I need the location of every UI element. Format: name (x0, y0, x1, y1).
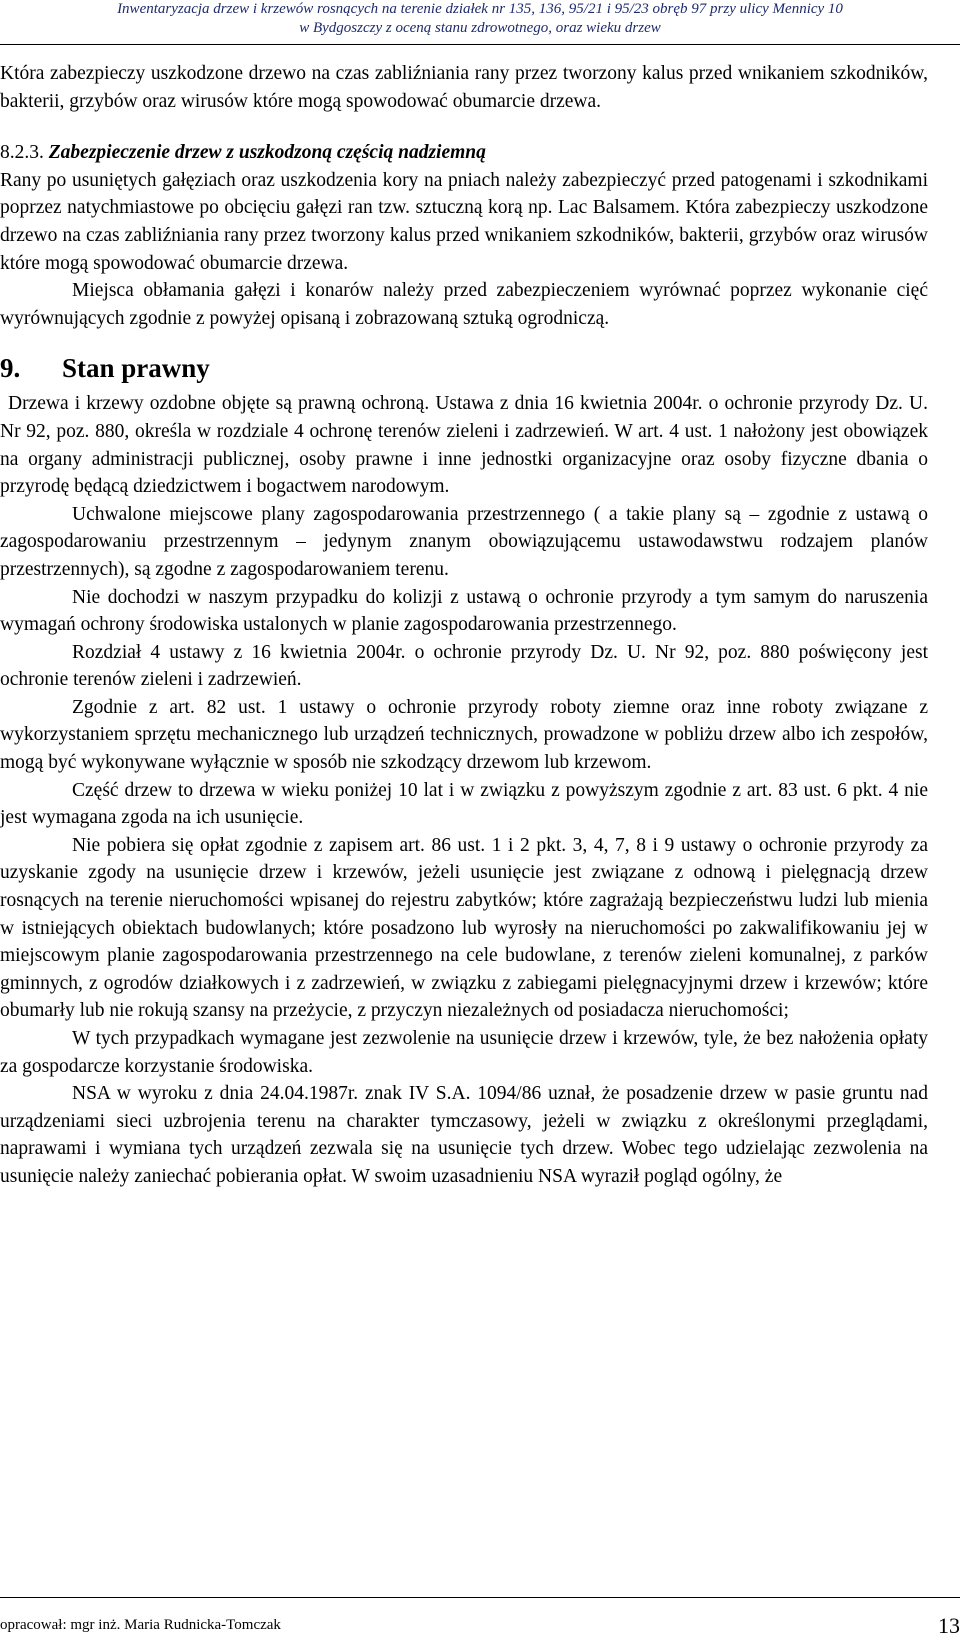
page-footer (0, 1597, 960, 1644)
header-line-1: Inwentaryzacja drzew i krzewów rosnących na terenie działek nr 135, 136, 95/21 i 95/23 obręb 97 przy ulicy Mennicy 10 (117, 1, 843, 17)
paragraph-4: Uchwalone miejscowe plany zagospodarowania przestrzennego ( a takie plany są – zgodnie z ustawą o zagospodarowaniu przestrzennym – jedynym znanym obowiązującemu ustawodawstwu rodzajem planów przestrzennych), są zgodne z zagospodarowaniem terenu. (0, 503, 928, 580)
paragraph-3: Drzewa i krzewy ozdobne objęte są prawną ochroną. Ustawa z dnia 16 kwietnia 2004r. o ochronie przyrody Dz. U. Nr 92, poz. 880, określa w rozdziale 4 ochronę terenów zieleni i zadrzewień. W art. 4 ust. 1 nałożony jest obowiązek na organy administracji publicznej, osoby prawne i inne jednostki organizacyjne oraz osoby fizyczne dbania o przyrodę będącą dziedzictwem i bogactwem narodowym. (0, 393, 928, 498)
section-8-2-3-heading (0, 139, 928, 167)
section-title: Zabezpieczenie drzew z uszkodzoną częścią nadziemną (48, 142, 486, 164)
paragraph-1: Rany po usuniętych gałęziach oraz uszkodzenia kory na pniach należy zabezpieczyć przed patogenami i szkodnikami poprzez natychmiastowe po obcięciu gałęzi ran tzw. sztuczną korą np. Lac Balsamem. Która zabezpieczy uszkodzone drzewo na czas zabliźniania rany przez tworzony kalus przed wnikaniem szkodników, bakterii, grzybów oraz wirusów które mogą spowodować obumarcie drzewa. (0, 169, 928, 274)
intro-paragraph: Która zabezpieczy uszkodzone drzewo na czas zabliźniania rany przez tworzony kalus przed wnikaniem szkodników, bakterii, grzybów oraz wirusów które mogą spowodować obumarcie drzewa. (0, 63, 928, 112)
header-line-2: w Bydgoszczy z oceną stanu zdrowotnego, oraz wieku drzew (299, 20, 661, 36)
paragraph-6: Rozdział 4 ustawy z 16 kwietnia 2004r. o ochronie przyrody Dz. U. Nr 92, poz. 880 poświęcony jest ochronie terenów zieleni i zadrzewień. (0, 641, 928, 691)
paragraph-10: W tych przypadkach wymagane jest zezwolenie na usunięcie drzew i krzewów, tyle, że bez nałożenia opłaty za gospodarcze korzystanie środowiska. (0, 1028, 928, 1077)
page-header (0, 0, 960, 44)
footer-author: opracował: mgr inż. Maria Rudnicka-Tomczak (0, 1617, 281, 1633)
section-number: 9. (0, 353, 21, 384)
document-body (0, 60, 928, 1191)
paragraph-9: Nie pobiera się opłat zgodnie z zapisem art. 86 ust. 1 i 2 pkt. 3, 4, 7, 8 i 9 ustawy o ochronie przyrody za uzyskanie zgody na usunięcie drzew i krzewów, jeżeli usunięcie jest związane z odnową i pielęgnacją drzew rosnących na terenie nieruchomości wpisanej do rejestru zabytków; które zagrażają bezpieczeństwu ludzi lub mienia w istniejących obiektach budowlanych; które posadzono lub wyrosły na nieruchomości po zakwalifikowaniu jej w miejscowym planie zagospodarowania przestrzennego na cele budowlane, z terenów zieleni komunalnej, z parków gminnych, z ogrodów działkowych i z zadrzewień, w związku z zabiegami pielęgnacyjnymi drzew i krzewów; które obumarły lub nie rokują szansy na przeżycie, z przyczyn niezależnych od posiadacza nieruchomości; (0, 834, 928, 1022)
paragraph-7: Zgodnie z art. 82 ust. 1 ustawy o ochronie przyrody roboty ziemne oraz inne roboty związane z wykorzystaniem sprzętu mechanicznego lub urządzeń technicznych, prowadzone w pobliżu drzew albo ich zespołów, mogą być wykonywane wyłącznie w sposób nie szkodzący drzewom lub krzewom. (0, 696, 928, 774)
page-number: 13 (938, 1613, 960, 1638)
paragraph-8: Część drzew to drzewa w wieku poniżej 10 lat i w związku z powyższym zgodnie z art. 83 ust. 6 pkt. 4 nie jest wymagana zgoda na ich usunięcie. (0, 779, 928, 829)
section-title: Stan prawny (62, 353, 210, 384)
paragraph-2: Miejsca obłamania gałęzi i konarów należy przed zabezpieczeniem wyrównać poprzez wykonanie cięć wyrównujących zgodnie z powyżej opisaną i zobrazowaną sztuką ogrodniczą. (0, 280, 928, 329)
section-number: 8.2.3. (0, 142, 44, 164)
section-9-heading (0, 352, 928, 384)
header-divider (0, 44, 960, 45)
spacer (0, 115, 928, 139)
paragraph-5: Nie dochodzi w naszym przypadku do kolizji z ustawą o ochronie przyrody a tym samym do naruszenia wymagań ochrony środowiska ustalonych w planie zagospodarowania przestrzennego. (0, 586, 928, 636)
footer-divider (0, 1597, 960, 1598)
paragraph-11: NSA w wyroku z dnia 24.04.1987r. znak IV S.A. 1094/86 uznał, że posadzenie drzew w pasie gruntu nad urządzeniami sieci uzbrojenia terenu na charakter tymczasowy, jeżeli w związku z określonymi przeglądami, naprawami i wymiana tych urządzeń zezwala się na usunięcie tych drzew. Wobec tego udzielając zezwolenia na usunięcie należy zaniechać pobierania opłat. W swoim uzasadnieniu NSA wyraził pogląd ogólny, że (0, 1083, 928, 1187)
